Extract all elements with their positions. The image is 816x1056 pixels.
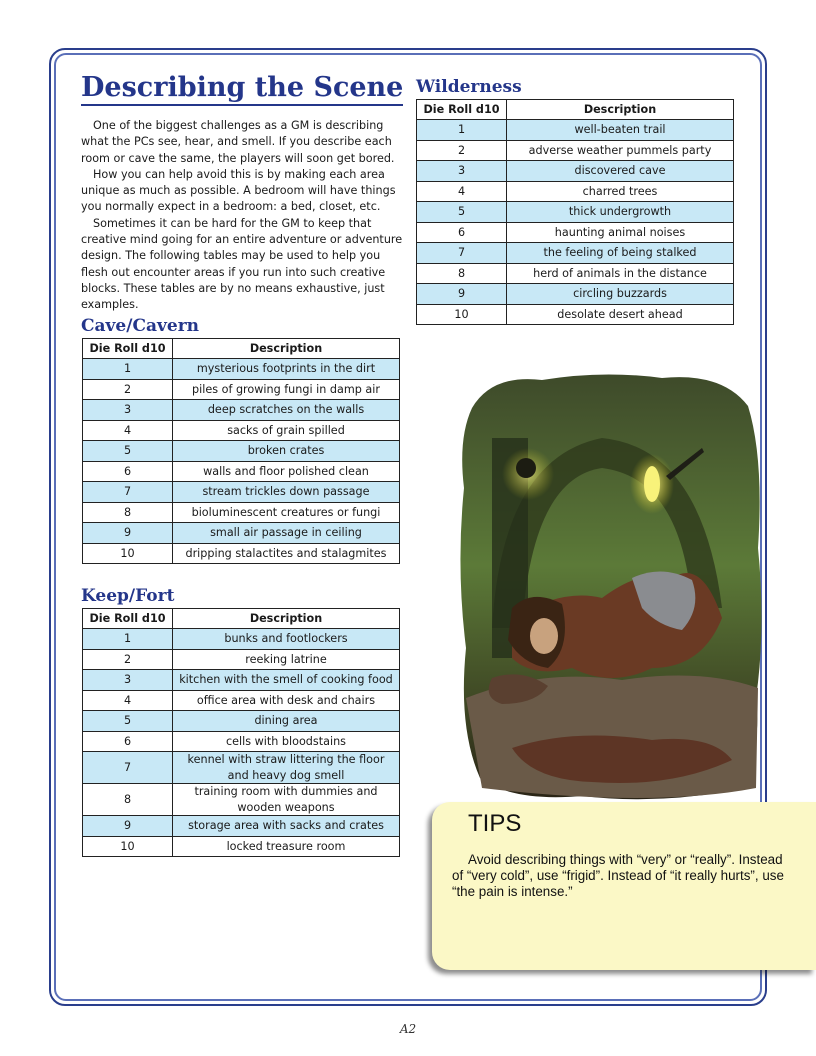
description-cell: broken crates — [173, 441, 400, 462]
description-cell: walls and floor polished clean — [173, 461, 400, 482]
description-cell: kennel with straw littering the floor and heavy dog smell — [173, 752, 400, 784]
description-cell: adverse weather pummels party — [507, 140, 734, 161]
roll-cell: 5 — [417, 202, 507, 223]
intro-paragraph-1: One of the biggest challenges as a GM is describing what the PCs see, hear, and smell. If you describe each room or cave the same, the players will soon get bored. — [81, 119, 395, 165]
tips-title: TIPS — [468, 810, 522, 837]
column-header-description: Description — [507, 100, 734, 120]
description-cell: piles of growing fungi in damp air — [173, 379, 400, 400]
table-row — [83, 690, 400, 711]
column-header-roll: Die Roll d10 — [417, 100, 507, 120]
description-cell: haunting animal noises — [507, 222, 734, 243]
lamp-glow — [644, 466, 660, 502]
column-header-roll: Die Roll d10 — [83, 609, 173, 629]
roll-cell: 3 — [83, 670, 173, 691]
roll-cell: 1 — [417, 120, 507, 141]
table-row — [417, 202, 734, 223]
intro-paragraph-3: Sometimes it can be hard for the GM to keep that creative mind going for an entire adventure or adventure design. The following tables may be used to help you flesh out encounter areas if you run into such creative blocks. These tables are by no means exhaustive, just examples. — [81, 216, 403, 312]
table-row — [83, 784, 400, 816]
table-row — [83, 502, 400, 523]
table-row — [417, 161, 734, 182]
table-row — [83, 400, 400, 421]
table-row — [83, 711, 400, 732]
roll-cell: 4 — [83, 690, 173, 711]
skull-icon — [516, 458, 536, 478]
table-row — [83, 629, 400, 650]
column-header-description: Description — [173, 609, 400, 629]
column-header-description: Description — [173, 339, 400, 359]
description-cell: circling buzzards — [507, 284, 734, 305]
roll-cell: 4 — [83, 420, 173, 441]
description-cell: cells with bloodstains — [173, 731, 400, 752]
description-cell: discovered cave — [507, 161, 734, 182]
description-cell: locked treasure room — [173, 836, 400, 857]
description-cell: bunks and footlockers — [173, 629, 400, 650]
cave-table — [82, 338, 400, 564]
table-row — [83, 461, 400, 482]
description-cell: deep scratches on the walls — [173, 400, 400, 421]
description-cell: the feeling of being stalked — [507, 243, 734, 264]
column-header-roll: Die Roll d10 — [83, 339, 173, 359]
description-cell: charred trees — [507, 181, 734, 202]
roll-cell: 1 — [83, 629, 173, 650]
description-cell: sacks of grain spilled — [173, 420, 400, 441]
roll-cell: 9 — [83, 523, 173, 544]
tips-box — [432, 802, 816, 970]
table-row — [83, 731, 400, 752]
table-row — [83, 420, 400, 441]
table-header-row — [83, 609, 400, 629]
roll-cell: 9 — [417, 284, 507, 305]
table-header-row — [83, 339, 400, 359]
table-row — [417, 222, 734, 243]
roll-cell: 10 — [83, 543, 173, 564]
table-row — [83, 482, 400, 503]
description-cell: mysterious footprints in the dirt — [173, 359, 400, 380]
description-cell: well-beaten trail — [507, 120, 734, 141]
description-cell: desolate desert ahead — [507, 304, 734, 325]
roll-cell: 6 — [83, 461, 173, 482]
table-row — [83, 441, 400, 462]
description-cell: storage area with sacks and crates — [173, 816, 400, 837]
description-cell: training room with dummies and wooden weapons — [173, 784, 400, 816]
description-cell: herd of animals in the distance — [507, 263, 734, 284]
description-cell: stream trickles down passage — [173, 482, 400, 503]
intro-text — [81, 118, 403, 314]
roll-cell: 10 — [83, 836, 173, 857]
roll-cell: 9 — [83, 816, 173, 837]
table-row — [83, 836, 400, 857]
roll-cell: 3 — [83, 400, 173, 421]
roll-cell: 2 — [83, 649, 173, 670]
description-cell: thick undergrowth — [507, 202, 734, 223]
roll-cell: 7 — [83, 482, 173, 503]
description-cell: kitchen with the smell of cooking food — [173, 670, 400, 691]
roll-cell: 6 — [417, 222, 507, 243]
roll-cell: 1 — [83, 359, 173, 380]
roll-cell: 3 — [417, 161, 507, 182]
description-cell: reeking latrine — [173, 649, 400, 670]
description-cell: bioluminescent creatures or fungi — [173, 502, 400, 523]
roll-cell: 10 — [417, 304, 507, 325]
table-row — [83, 379, 400, 400]
description-cell: dining area — [173, 711, 400, 732]
wilderness-table — [416, 99, 734, 325]
table-row — [417, 284, 734, 305]
cave-table-title: Cave/Cavern — [81, 316, 200, 336]
table-row — [83, 752, 400, 784]
table-row — [83, 359, 400, 380]
page-title: Describing the Scene — [81, 72, 403, 106]
roll-cell: 7 — [417, 243, 507, 264]
roll-cell: 5 — [83, 711, 173, 732]
description-cell: dripping stalactites and stalagmites — [173, 543, 400, 564]
table-row — [417, 120, 734, 141]
description-cell: small air passage in ceiling — [173, 523, 400, 544]
description-cell: office area with desk and chairs — [173, 690, 400, 711]
keep-table-title: Keep/Fort — [81, 586, 175, 606]
roll-cell: 8 — [83, 784, 173, 816]
roll-cell: 5 — [83, 441, 173, 462]
roll-cell: 7 — [83, 752, 173, 784]
table-row — [83, 649, 400, 670]
keep-table — [82, 608, 400, 857]
page-number: A2 — [399, 1022, 417, 1036]
table-row — [417, 304, 734, 325]
tips-body: Avoid describing things with “very” or “really”. Instead of “very cold”, use “frigid”. Instead of “it really hurts”, use “the pain is intense.” — [452, 852, 784, 899]
table-row — [417, 140, 734, 161]
wilderness-table-title: Wilderness — [416, 77, 522, 97]
table-row — [417, 181, 734, 202]
table-row — [417, 263, 734, 284]
table-row — [83, 543, 400, 564]
roll-cell: 8 — [83, 502, 173, 523]
roll-cell: 2 — [83, 379, 173, 400]
table-row — [83, 670, 400, 691]
roll-cell: 8 — [417, 263, 507, 284]
table-row — [83, 816, 400, 837]
table-header-row — [417, 100, 734, 120]
table-row — [417, 243, 734, 264]
table-row — [83, 523, 400, 544]
fantasy-illustration — [452, 368, 770, 800]
intro-paragraph-2: How you can help avoid this is by making each area unique as much as possible. A bedroom will have things you normally expect in a bedroom: a bed, closet, etc. — [81, 167, 396, 214]
roll-cell: 4 — [417, 181, 507, 202]
roll-cell: 6 — [83, 731, 173, 752]
figure-face — [530, 618, 558, 654]
roll-cell: 2 — [417, 140, 507, 161]
